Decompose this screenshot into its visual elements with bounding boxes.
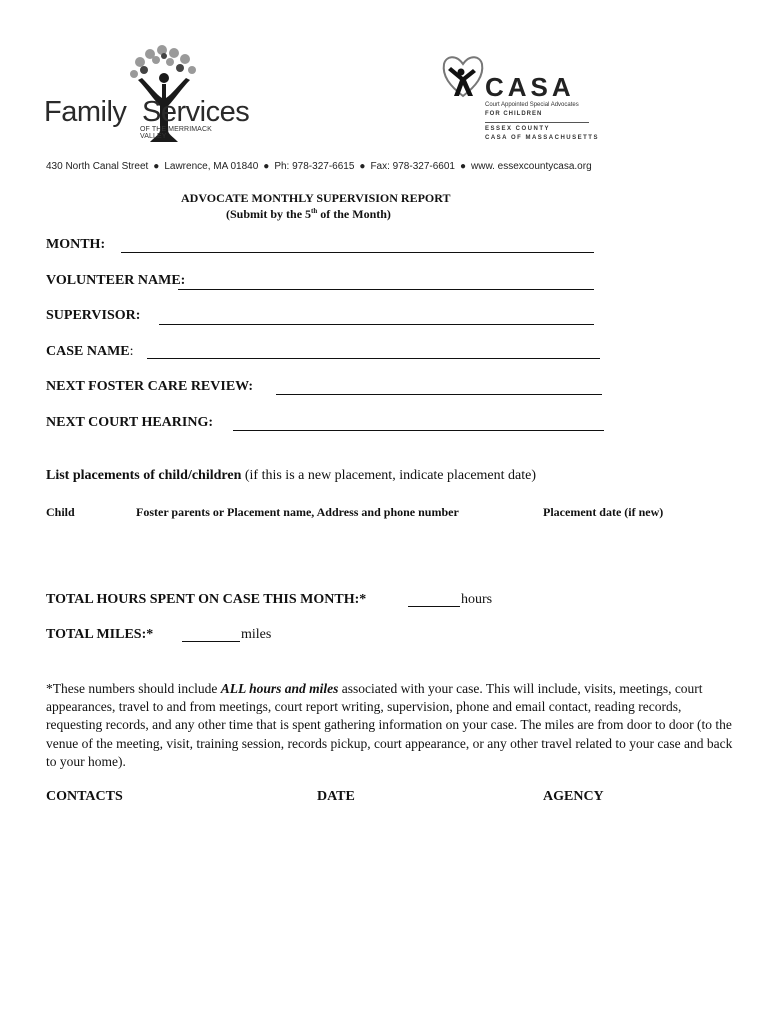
note-body: associated with your case. This will include, visits, meetings, court appearances, travel to and from meetings, court report writing, supervision, phone and email contact, reading records, requesting records, and any other time that is spent gathering information on your case. The miles are from door to door (to the venue of the meeting, visit, training session, records pickup, court appearance, or any other travel related to your case and back to your home). [46, 681, 733, 769]
note-prefix: *These numbers should include [46, 681, 221, 696]
case-name-colon: : [129, 344, 134, 359]
address-website: www. essexcountycasa.org [471, 161, 592, 172]
month-field[interactable] [121, 252, 594, 253]
next-foster-care-review-label: NEXT FOSTER CARE REVIEW: [46, 379, 254, 394]
family-services-word-services: Services [142, 96, 250, 128]
column-placement-date: Placement date (if new) [543, 505, 664, 519]
address-fax: Fax: 978-327-6601 [370, 161, 455, 172]
casa-tagline-for-children: FOR CHILDREN [485, 111, 543, 117]
column-foster-parents: Foster parents or Placement name, Address and phone number [136, 505, 459, 519]
case-name-field[interactable] [147, 358, 600, 359]
report-title: ADVOCATE MONTHLY SUPERVISION REPORT [181, 191, 451, 205]
column-date: DATE [317, 789, 355, 804]
separator-dot: ● [459, 161, 467, 172]
casa-logo [440, 52, 600, 152]
supervisor-field[interactable] [159, 324, 594, 325]
heart-figure-icon [440, 52, 486, 102]
placements-heading-rest: (if this is a new placement, indicate placement date) [241, 468, 537, 483]
volunteer-name-field[interactable] [178, 289, 594, 290]
casa-county: ESSEX COUNTY [485, 126, 551, 132]
volunteer-name-label: VOLUNTEER NAME: [46, 273, 186, 288]
total-hours-label: TOTAL HOURS SPENT ON CASE THIS MONTH:* [46, 592, 367, 607]
separator-dot: ● [263, 161, 270, 172]
month-label: MONTH: [46, 237, 106, 252]
family-services-logo [44, 44, 250, 144]
placements-heading-bold: List placements of child/children [46, 468, 242, 483]
total-miles-field[interactable] [182, 641, 240, 642]
column-child: Child [46, 505, 75, 519]
next-court-hearing-field[interactable] [233, 430, 604, 431]
address-city: Lawrence, MA 01840 [164, 161, 259, 172]
next-foster-care-review-field[interactable] [276, 394, 602, 395]
address-street: 430 North Canal Street [46, 161, 149, 172]
separator-dot: ● [153, 161, 160, 172]
miles-unit: miles [241, 627, 272, 642]
column-agency: AGENCY [543, 789, 604, 804]
instructions-note [46, 680, 736, 771]
case-name-label-text: CASE NAME [46, 344, 130, 359]
casa-divider [485, 122, 589, 123]
family-services-word-family: Family [44, 96, 127, 128]
casa-state: CASA OF MASSACHUSETTS [485, 135, 599, 141]
total-hours-field[interactable] [408, 606, 460, 607]
casa-wordmark: CASA [485, 72, 575, 102]
family-services-subtitle: OF THE MERRIMACK VALLEY [140, 126, 212, 140]
note-emphasis: ALL hours and miles [220, 681, 339, 696]
total-miles-label: TOTAL MILES:* [46, 627, 154, 642]
case-name-label [46, 344, 134, 360]
supervisor-label: SUPERVISOR: [46, 308, 141, 323]
hours-unit: hours [461, 592, 493, 607]
placements-heading [46, 468, 536, 484]
subtitle-pre: (Submit by the 5 [226, 207, 312, 221]
subtitle-sup: th [311, 207, 318, 215]
report-subtitle [226, 207, 391, 222]
column-contacts: CONTACTS [46, 789, 123, 804]
casa-tagline: Court Appointed Special Advocates [485, 102, 579, 108]
subtitle-post: of the Month) [317, 207, 391, 221]
separator-dot: ● [359, 161, 366, 172]
next-court-hearing-label: NEXT COURT HEARING: [46, 415, 214, 430]
address-phone: Ph: 978-327-6615 [274, 161, 355, 172]
address-line [46, 161, 592, 172]
